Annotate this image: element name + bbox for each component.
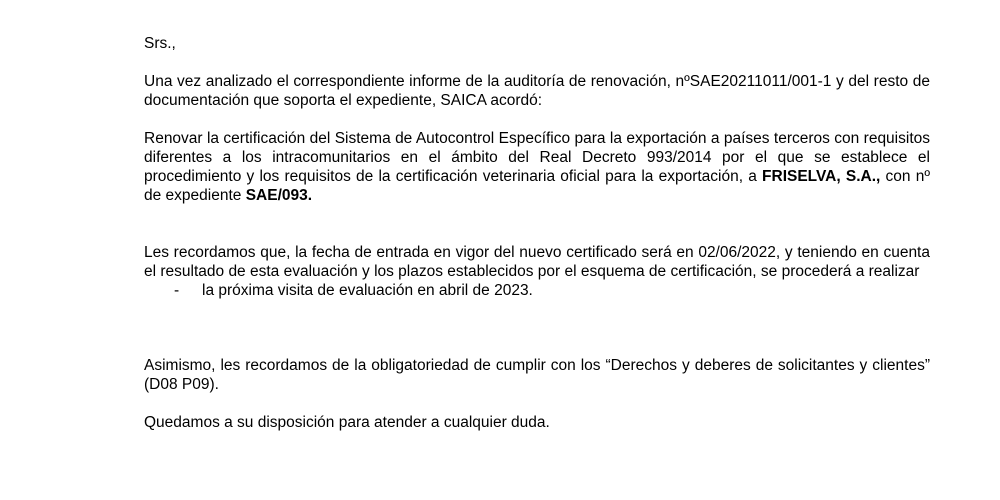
company-name: FRISELVA, S.A., [762, 168, 881, 185]
bullet-marker: - [174, 282, 180, 299]
reminder-paragraph: Les recordamos que, la fecha de entrada en vigor del nuevo certificado será en 02/06/2022, y teniendo en cuenta el resultado de esta evaluación y los plazos establecidos por el esquema de certificación, se procederá a realizar [144, 244, 930, 280]
letter-body [144, 34, 930, 432]
decision-paragraph [144, 129, 930, 205]
file-number: SAE/093. [245, 187, 313, 204]
bullet-list-item [144, 281, 930, 300]
greeting: Srs., [144, 35, 176, 52]
bullet-text: la próxima visita de evaluación en abril de 2023. [202, 282, 533, 299]
obligations-paragraph: Asimismo, les recordamos de la obligatoriedad de cumplir con los “Derechos y deberes de solicitantes y clientes” (D08 P09). [144, 357, 930, 393]
decision-text: Renovar la certificación del Sistema de Autocontrol Específico para la exportación a países terceros con requisitos diferentes a los intracomunitarios en el ámbito del Real Decreto 993/2014 por el que se establece el procedimiento y los requisitos de la certificación veterinaria oficial para la exportación, a [144, 130, 930, 185]
intro-paragraph: Una vez analizado el correspondiente informe de la auditoría de renovación, nºSAE20211011/001-1 y del resto de documentación que soporta el expediente, SAICA acordó: [144, 73, 930, 109]
closing-paragraph: Quedamos a su disposición para atender a cualquier duda. [144, 414, 550, 431]
file-prefix: con nº de expediente [144, 168, 930, 204]
